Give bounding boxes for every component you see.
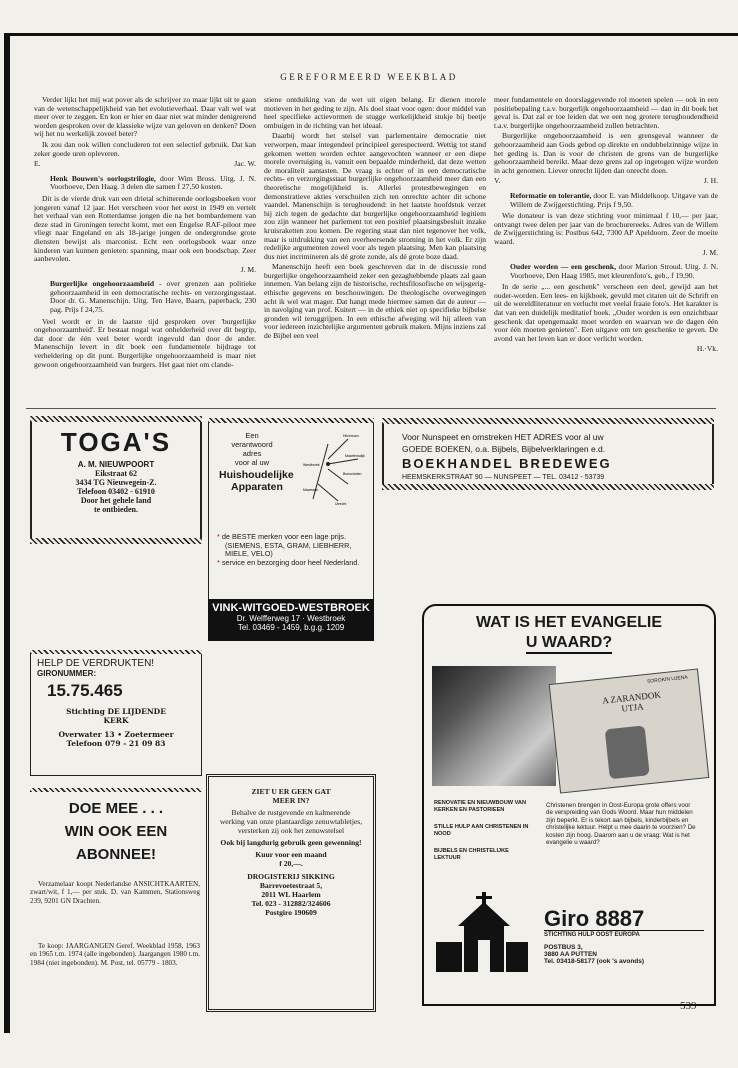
ad-abonnee — [30, 788, 202, 868]
map-label: Maartensdijk — [345, 454, 365, 458]
category-line: BIJBELS EN CHRISTELIJKE LEKTUUR — [434, 848, 509, 861]
photo-people-image — [432, 666, 556, 786]
page-frame-top — [4, 33, 738, 36]
ad-boekhandel-bredeweg — [382, 418, 714, 596]
review-heading — [510, 192, 718, 209]
paragraph: Dit is de vierde druk van een drietal schitterende oorlogsboeken voor jongeren vanaf 12 jaar. Het verscheen voor het eerst in 1949 en vertelt het verhaal van een Rotterdamse jongen die na het bombardement van deze stad in Groningen terecht komt, met een Engelse RAF-piloot mee vliegt naar Engeland en als 18-jarige jongen de ondergrondse grote diensten bewijst als marconist. Echt een oorlogsboek waar onze kinderen van kunnen genieten: spanning, maar ook een boodschap. Zeer aanbevolen. — [34, 193, 256, 264]
ad-line: 3880 AA PUTTEN — [544, 951, 597, 958]
book-author: SOROKIN UJENA — [646, 674, 689, 685]
ad-line: Behalve de rustgevende en kalmerende werking van onze plantaardige zenuwtabletjes, versterken zij ook het zenuwstelsel — [219, 808, 363, 835]
map-label: Westbroek — [303, 463, 320, 467]
classified-ad — [30, 942, 200, 967]
category-line: RENOVATIE EN NIEUWBOUW VAN KERKEN EN PASTORIEEN — [434, 800, 526, 813]
ad-line: 3434 TG Nieuwegein-Z. — [75, 478, 157, 487]
review-heading — [50, 280, 256, 314]
ad-line: Huishoudelijke — [219, 469, 294, 481]
ad-line: Voor Nunspeet en omstreken HET ADRES voor al uw — [402, 432, 604, 442]
classified-text: Verzamelaar koopt Nederlandse ANSICHTKAARTEN, zwart/wit, f 1,— per stuk. D. van Kammen, Stationsweg 239, 9201 GN Drachten. — [30, 880, 200, 905]
signature: H.·Vk. — [696, 344, 718, 354]
route-map-icon — [303, 429, 373, 507]
ad-line: A. M. NIEUWPOORT — [77, 460, 155, 469]
category-line: STILLE HULP AAN CHRISTENEN IN NOOD — [434, 824, 529, 837]
ad-categories — [434, 800, 534, 862]
ad-line: verantwoord — [231, 440, 273, 449]
ad-contact — [544, 908, 704, 965]
signature-row — [494, 177, 718, 186]
giro-number: Giro 8887 — [544, 906, 645, 931]
masthead: GEREFORMEERD WEEKBLAD — [280, 72, 458, 82]
map-label: Bunschoten — [343, 472, 362, 476]
ad-line: POSTBUS 3, — [544, 944, 583, 951]
review-meta: - over grenzen aan politieke gehoorzaamheid in een democratische rechts- en verzorgingsstaat. Door dr. G. Manenschijn. Uitg. Ten Have, Baarn, paperback, 230 pag. Prijs f 24,75. — [50, 279, 256, 315]
ad-line: ZIET U ER GEEN GAT — [251, 787, 331, 796]
ad-line: Door het gehele land — [80, 496, 152, 505]
ad-copy — [221, 431, 283, 467]
banner-title: VINK-WITGOED-WESTBROEK — [212, 602, 370, 614]
ad-line: adres — [242, 449, 262, 458]
ad-line: HEEMSKERKSTRAAT 90 — NUNSPEET — TEL. 03412 - 53739 — [402, 474, 605, 481]
ad-title: HELP DE VERDRUKTEN! — [37, 658, 155, 669]
giro-number: 15.75.465 — [47, 681, 123, 700]
ad-line: Telefoon 079 - 21 09 83 — [66, 739, 166, 748]
ad-line: voor al uw — [234, 458, 270, 467]
ad-line: DROGISTERIJ SIKKING — [247, 872, 335, 881]
banner-line: Tel. 03469 - 1459, b.g.g. 1209 — [237, 623, 345, 632]
zigzag-border — [30, 538, 202, 544]
ad-line: Eikstraat 62 — [95, 469, 137, 478]
ad-line: te ontbieden. — [94, 505, 138, 514]
ad-line: Apparaten — [231, 481, 283, 493]
ad-line: f 20,—. — [279, 859, 303, 868]
map-label: Hilversum — [343, 434, 359, 438]
zigzag-border — [30, 788, 202, 792]
ad-line: WIN OOK EEN — [64, 823, 168, 840]
ad-line: GOEDE BOEKEN, o.a. Bijbels, Bijbelverklaringen e.d. — [402, 444, 606, 454]
ad-headline: BOEKHANDEL BREDEWEG — [402, 456, 612, 471]
review-meta: door Marion Stroud. Uitg. J. N. Voorhoeve, Den Haag 1985, met kleurenfoto's, geb., f 19,90. — [510, 262, 718, 280]
review-title: Henk Bouwen's oorlogstrilogie, — [50, 173, 156, 183]
paragraph: Manenschijn heeft een boek geschreven dat in de discussie rond burgerlijke ongehoorzaamheid zeker een gezaghebbende plaats zal gaan innemen. Van belang zijn de historische, rechtsfilosofische en wijsgerig-ethische gegevens en beschouwingen. De theologische overwegingen acht ik wel wat mager. Dat hangt mede hiermee samen dat de auteur — in navolging van prof. Kuitert — in de ethiek niet op specifieke bijbelse gronden wil teruggrijpen. In een ethische afweging wil hij alleen van voor iedereen inzichtelijke argumenten gebruik maken. Mijns inziens zal de Bijbel een veel — [264, 262, 486, 341]
review-title: Ouder worden — een geschenk, — [510, 262, 617, 272]
signature: Jac. W. — [234, 159, 256, 169]
ad-line: Tel. 03418-58177 (ook 's avonds) — [544, 958, 645, 965]
review-meta: door E. van Middelkoop. Uitgave van de Willem de Zwijgerstichting. Prijs f 9,50. — [510, 190, 718, 209]
review-heading — [510, 263, 718, 280]
paragraph: Ik zou dan ook willen concluderen tot een selectief gebruik. Dat kan zeker goede uren opleveren. — [34, 139, 256, 158]
bullet-text: service en bezorging door heel Nederland. — [221, 557, 360, 567]
page-frame-left — [4, 33, 10, 1033]
ad-line: MEER IN? — [272, 796, 310, 805]
paragraph: Burgerlijke ongehoorzaamheid is een grensgeval wanneer de gehoorzaamheid aan Gods gebod op direkte en ondubbelzinnige wijze in het geding is. Dan is voor de christen de grens van de burgerlijke gehoorzaamheid bereikt. Maar deze grens zal op ingetogen wijze worden in acht genomen. Liever onrecht lijden dan onrecht doen. — [494, 131, 718, 175]
ad-line: GIRONUMMER: — [37, 669, 97, 678]
ad-title: TOGA'S — [60, 427, 172, 457]
headline-line: WAT IS HET EVANGELIE — [475, 614, 663, 631]
signature: J. M. — [240, 264, 256, 274]
classified-ad — [30, 880, 200, 905]
classified-text: Te koop: JAARGANGEN Geref. Weekblad 1958, 1963 en 1965 t.m. 1974 (alle ingebonden). Jaargangen 1980 t.m. 1984 (niet ingebonden). M. Post, tel. 05779 - 1803. — [30, 942, 200, 967]
book-title: A ZARANDOK UTJA — [601, 689, 662, 714]
ad-line: Telefoon 03402 - 61910 — [77, 487, 155, 496]
ad-line: Tel. 023 - 312882/324606 — [251, 899, 331, 908]
ad-line: Overwater 13 • Zoetermeer — [58, 730, 174, 739]
page-number: 539 — [680, 1000, 697, 1012]
bullet-text: (SIEMENS, ESTA, GRAM, LIEBHERR, MIELE, VELO) — [225, 540, 352, 559]
ad-vink-witgoed — [208, 418, 374, 760]
ad-line: ABONNEE! — [75, 846, 156, 863]
book-cover-image — [549, 668, 710, 793]
ad-drogisterij-sikking — [206, 774, 376, 1012]
ad-togas — [30, 416, 202, 628]
zigzag-border — [382, 484, 714, 490]
bullet-text: de BESTE merken voor een lage prijs. — [221, 532, 346, 541]
ad-line: Postgiro 190609 — [265, 908, 317, 917]
paragraph: meer fundamentele en doorslaggevende rol moeten spelen — ook in een positiebepaling t.a.v. burgerlijk ongehoorzaamheid — dan in dit boek het geval is. Dat zal er toe leiden dat we een nog grotere terughoudendheid t.a.v. burgerlijke ongehoorzaamheid zullen betrachten. — [494, 95, 718, 130]
ad-line: Een — [245, 431, 259, 440]
ad-help-verdrukten — [30, 650, 202, 780]
review-meta: door Wim Bross. Uitg. J. N. Voorhoeve, Den Haag. 3 delen die samen f 27,50 kosten. — [50, 173, 256, 192]
review-heading — [50, 175, 256, 192]
ad-body-text: Christenen brengen in Oost-Europa grote offers voor de verspreiding van Gods Woord. Maar hun middelen zijn beperkt. Er is tekort aan bijbels, kinderbijbels en christelijke lektuur. Helpt u mee daarin te voorzien? De kosten zijn hoog. Daarom aan u de vraag: Wat is het evangelie u waard? — [546, 802, 696, 847]
ad-line: Kuur voor een maand — [255, 850, 327, 859]
article-column-3 — [494, 96, 718, 356]
paragraph: Daarbij wordt het stelsel van parlementaire democratie niet verworpen, maar integendeel principieel gerespecteerd. Wettig tot stand gekomen wetten worden echter aangevochten wanneer er een diepe morele overtuiging is, vanuit een bepaalde minderheid, dat deze wetten de moraliteit aantasten. De vraag is echter of in een democratische rechts- en verzorgingsstaat burgerlijke ongehoorzaamheid meer dan een theoretische mogelijkheid is. Allerlei protestbewegingen en demonstratieve akties verschuilen zich ten onrechte achter dit schone vaandel. Manenschijn is terughoudend: in het laatste hoofdstuk verzet hij zich tegen de gedachte dat burgerlijke ongehoorzaamheid legitiem zou zijn wanneer het parlement tot een positief plaatsingsbesluit inzake kruisraketten zou komen. De regering staat dan niet tegenover het volk, maar is uitdrukking van een overheersende stroming in het volk. Er zijn redelijke argumenten zowel voor als tegen plaatsing. Men kan plaatsing dus niet incrimineren als dé grote zonde, als dé grote boze daad. — [264, 131, 486, 261]
ad-line: KERK — [103, 716, 129, 725]
ad-headline — [424, 614, 714, 654]
ad-bullets: * de BESTE merken voor een lage prijs. (SIEMENS, ESTA, GRAM, LIEBHERR, MIELE, VELO) * service en bezorging door heel Nederland. — [208, 533, 374, 599]
church-icon — [434, 892, 530, 982]
paragraph: Verder lijkt het mij wat pover als de schrijver zo maar lijkt uit te gaan van de wetenschappelijkheid van het evolutieverhaal. Daar valt wel wat meer over te zeggen. En kon er hier en daar niet wat minder denigrerend worden gesproken over de klassieke wijze van geloven en denken? Doen wij het nu werkelijk zoveel beter? — [34, 95, 256, 139]
signature-row — [34, 160, 256, 169]
signature: V. — [494, 176, 501, 186]
signature: J. M. — [702, 247, 718, 257]
ad-line: Barrevoetestraat 5, — [259, 881, 323, 890]
signature: E. — [34, 159, 41, 169]
signature: J. H. — [703, 176, 718, 186]
review-title: Burgerlijke ongehoorzaamheid — [50, 279, 155, 289]
map-label: Maarssen — [303, 488, 319, 492]
article-column-2 — [264, 96, 486, 343]
ad-line: STICHTING HULP OOST EUROPA — [544, 930, 704, 938]
headline-line: U WAARD? — [526, 634, 612, 654]
ad-hulp-oost-europa — [422, 604, 716, 1006]
banner-line: Dr. Welfferweg 17 · Westbroek — [236, 614, 346, 623]
paragraph: In de serie „... een geschenk" verscheen een deel, gewijd aan het ouder-worden. Een lees- en kijkboek, gevuld met citaten uit de Schrift en uit de wereldliteratuur en verlucht met veelal fraaie foto's. Het karakter is dat van een duidelijk meditatief boek. „Ouder worden is een onzichtbaar geschenk dat opengemaakt moet worden en waarvan we de dagen één voor één moeten genieten". Een uitgave om ten geschenke te geven. De avond van het leven kan er door verlicht worden. — [494, 282, 718, 343]
ad-line: 2011 WL Haarlem — [261, 890, 321, 899]
article-column-1 — [34, 96, 256, 371]
paragraph: Veel wordt er in de laatste tijd gesproken over 'burgerlijke ongehoorzaamheid'. Er bestaat nogal wat onhelderheid over dit begrip, dat door de één veel beter wordt ingevuld dan door de ander. Manenschijn levert in dit boek een fundamentele bijdrage tot verheldering op dit punt. Burgerlijke ongehoorzaamheid is maar niet gewoon ongehoorzaamheid van burgers. Het gaat niet om clande- — [34, 316, 256, 369]
ad-line: DOE MEE . . . — [68, 800, 164, 817]
ad-line: Ook bij langdurig gebruik geen gewenning! — [220, 838, 362, 847]
map-label: Utrecht — [335, 502, 347, 506]
book-figure-image — [605, 725, 650, 779]
paragraph: stiene ontduiking van de wet uit eigen belang. Er dienen morele motieven in het geding te zijn. Als doel staat voor ogen: door middel van heel specifieke actievormen de stugge werkelijkheid stukje bij beetje ombuigen in de richting van het ideaal. — [264, 95, 486, 130]
review-title: Reformatie en tolerantie, — [510, 190, 592, 200]
ad-line: Stichting DE LIJDENDE — [66, 707, 166, 716]
ad-headline — [219, 469, 294, 493]
section-divider — [26, 408, 716, 409]
ad-banner — [208, 599, 374, 641]
paragraph: Wie donateur is van deze stichting voor minimaal f 10,— per jaar, ontvangt twee delen per jaar van de brochurereeks. Adres van de Willem de Zwijgerstichting is: Postbus 642, 7300 AP Apeldoorn. Zeer de moeite waard. — [494, 211, 718, 246]
